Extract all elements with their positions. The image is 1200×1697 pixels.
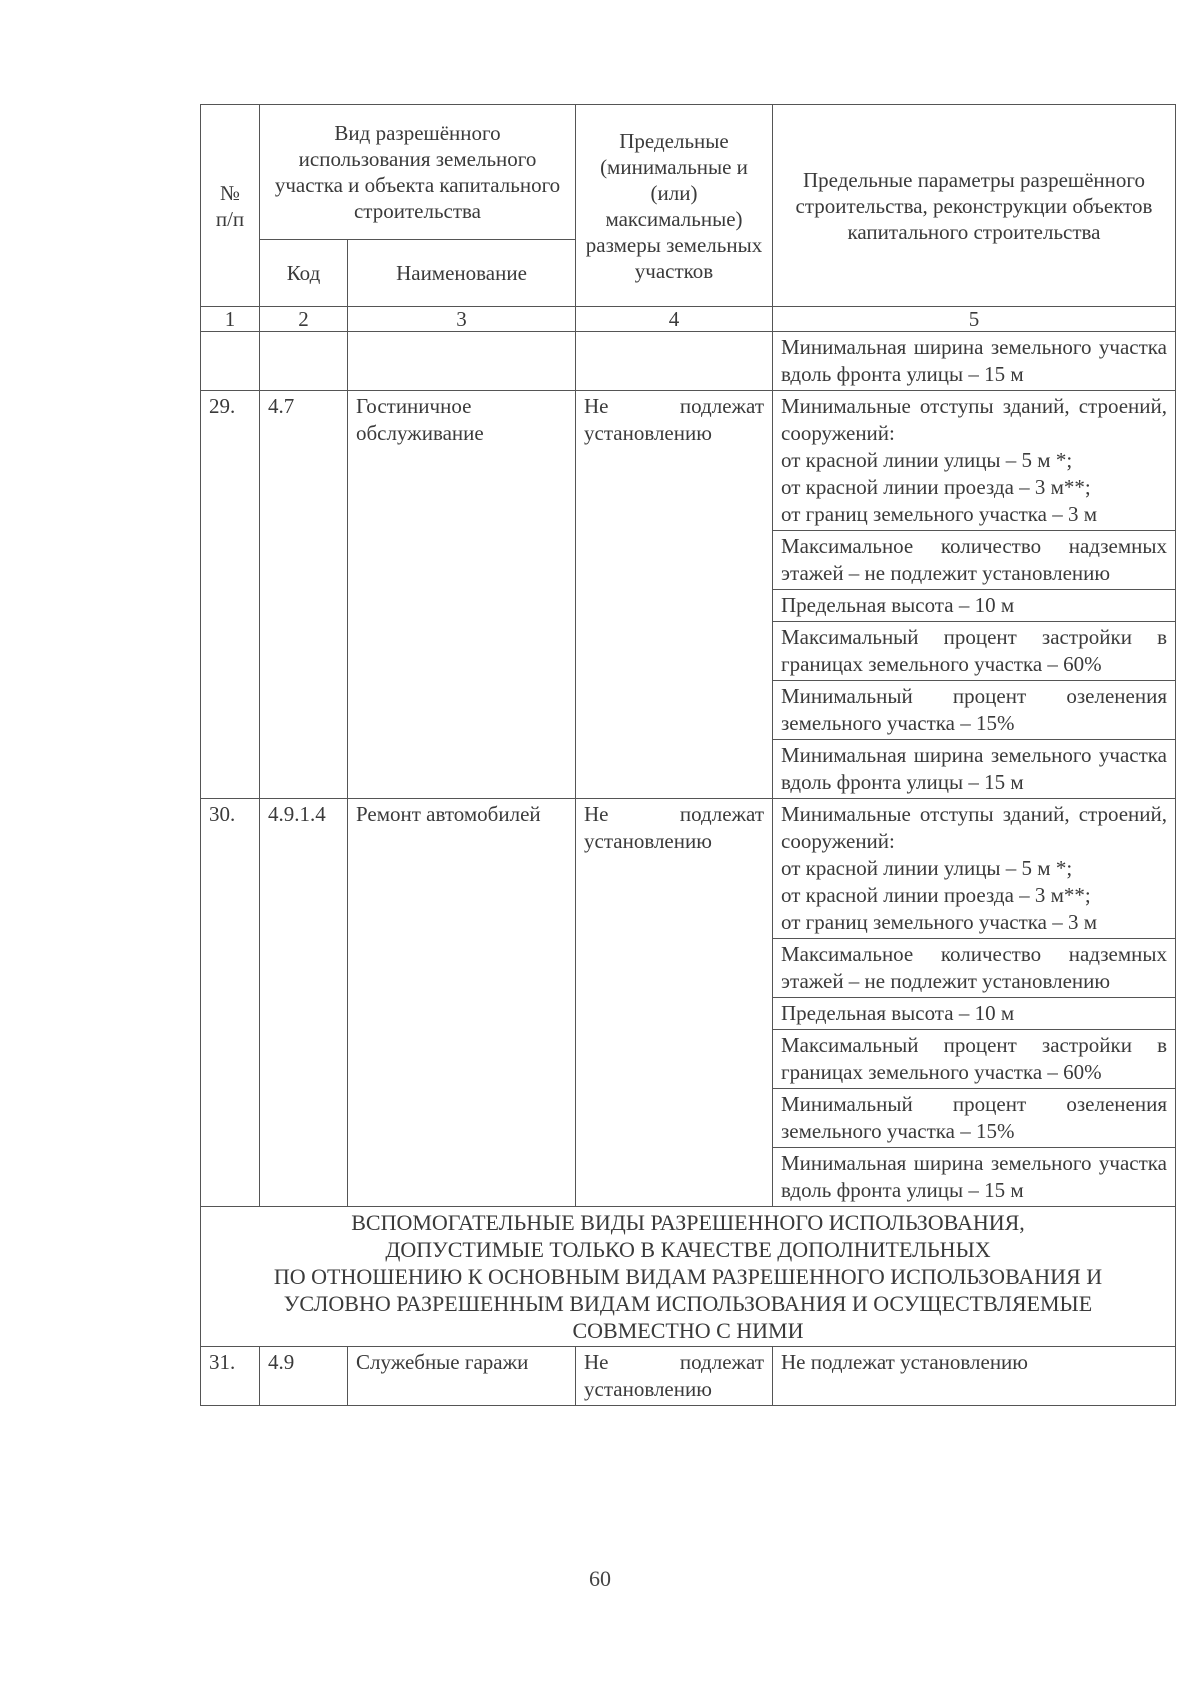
section-heading-line: УСЛОВНО РАЗРЕШЕННЫМ ВИДАМ ИСПОЛЬЗОВАНИЯ И ОСУЩЕСТВЛЯЕМЫЕ <box>283 1291 1093 1316</box>
column-number: 4 <box>576 307 773 332</box>
param-green-percent: Минимальный процент озеленения земельного участка – 15% <box>773 681 1175 740</box>
continuation-row <box>201 332 1176 391</box>
param-min-width: Минимальная ширина земельного участка вдоль фронта улицы – 15 м <box>781 743 1167 794</box>
table-row <box>201 1347 1176 1406</box>
row-number: 29. <box>201 391 260 799</box>
header-sizes: Предельные (минимальные и (или) максимальные) размеры земельных участков <box>576 105 773 307</box>
row-name: Гостиничное обслуживание <box>348 391 576 799</box>
param-text: от красной линии проезда – 3 м**; <box>781 883 1091 907</box>
param-setbacks <box>773 391 1175 531</box>
param-build-percent: Максимальный процент застройки в границах земельного участка – 60% <box>773 622 1175 681</box>
regulations-table <box>200 104 1176 1406</box>
row-code: 4.9 <box>260 1347 348 1406</box>
header-code: Код <box>260 240 348 307</box>
column-number-row <box>201 307 1176 332</box>
row-sizes: Не подлежат установлению <box>576 799 773 1207</box>
param-min-width: Минимальная ширина земельного участка вдоль фронта улицы – 15 м <box>781 1151 1167 1202</box>
param-floors: Максимальное количество надземных этажей – не подлежит установлению <box>773 939 1175 998</box>
column-number: 2 <box>260 307 348 332</box>
row-name: Служебные гаражи <box>348 1347 576 1406</box>
param-text: от красной линии проезда – 3 м**; <box>781 475 1091 499</box>
param-text: от красной линии улицы – 5 м *; <box>781 856 1073 880</box>
param-text: Минимальная ширина земельного участка вдоль фронта улицы – 15 м <box>773 332 1176 391</box>
table-row <box>201 799 1176 1207</box>
param-text: Минимальные отступы зданий, строений, сооружений: <box>781 394 1167 445</box>
param-setbacks <box>773 799 1175 939</box>
page-number: 60 <box>589 1566 611 1591</box>
row-sizes: Не подлежат установлению <box>576 391 773 799</box>
row-params <box>773 391 1176 799</box>
param-text: от границ земельного участка – 3 м <box>781 502 1098 526</box>
section-heading-line: ДОПУСТИМЫЕ ТОЛЬКО В КАЧЕСТВЕ ДОПОЛНИТЕЛЬНЫХ <box>385 1237 991 1262</box>
row-code: 4.9.1.4 <box>260 799 348 1207</box>
column-number: 3 <box>348 307 576 332</box>
section-heading-row <box>201 1207 1176 1347</box>
header-num: № п/п <box>201 105 260 307</box>
header-params: Предельные параметры разрешённого строительства, реконструкции объектов капитального строительства <box>773 105 1176 307</box>
param-height: Предельная высота – 10 м <box>773 998 1175 1030</box>
param-text: Минимальные отступы зданий, строений, сооружений: <box>781 802 1167 853</box>
section-heading-line: СОВМЕСТНО С НИМИ <box>572 1318 804 1343</box>
column-number: 5 <box>773 307 1176 332</box>
row-number: 31. <box>201 1347 260 1406</box>
row-params <box>773 799 1176 1207</box>
row-sizes: Не подлежат установлению <box>576 1347 773 1406</box>
column-number: 1 <box>201 307 260 332</box>
param-text: от границ земельного участка – 3 м <box>781 910 1098 934</box>
header-name: Наименование <box>348 240 576 307</box>
header-use-kind: Вид разрешённого использования земельного участка и объекта капитального строительства <box>260 105 576 240</box>
row-name: Ремонт автомобилей <box>348 799 576 1207</box>
param-text: от красной линии улицы – 5 м *; <box>781 448 1073 472</box>
row-params: Не подлежат установлению <box>773 1347 1176 1406</box>
row-code: 4.7 <box>260 391 348 799</box>
param-build-percent: Максимальный процент застройки в границах земельного участка – 60% <box>773 1030 1175 1089</box>
section-heading-line: ВСПОМОГАТЕЛЬНЫЕ ВИДЫ РАЗРЕШЕННОГО ИСПОЛЬЗОВАНИЯ, <box>351 1210 1025 1235</box>
param-green-percent: Минимальный процент озеленения земельного участка – 15% <box>773 1089 1175 1148</box>
section-heading-line: ПО ОТНОШЕНИЮ К ОСНОВНЫМ ВИДАМ РАЗРЕШЕННОГО ИСПОЛЬЗОВАНИЯ И <box>273 1264 1103 1289</box>
row-number: 30. <box>201 799 260 1207</box>
table-row <box>201 391 1176 799</box>
section-heading <box>201 1207 1176 1347</box>
param-height: Предельная высота – 10 м <box>773 590 1175 622</box>
param-floors: Максимальное количество надземных этажей – не подлежит установлению <box>773 531 1175 590</box>
